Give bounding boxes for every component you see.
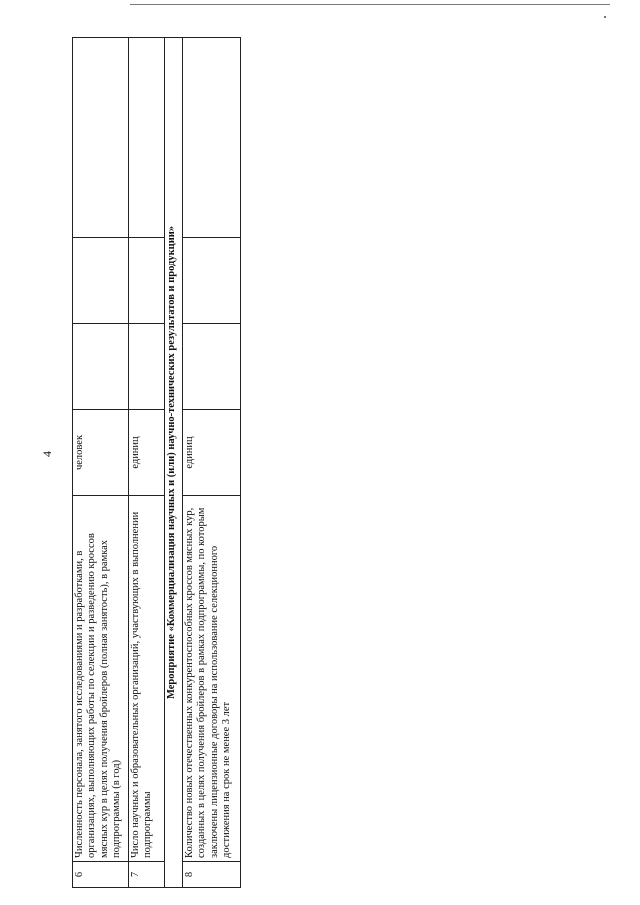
- unit-cell: единиц: [183, 410, 241, 496]
- row-number: 8: [183, 862, 241, 888]
- table-container: [72, 38, 240, 888]
- scan-mark-dot: [604, 16, 606, 18]
- value-cell: [183, 38, 241, 238]
- row-number: 7: [129, 862, 165, 888]
- section-heading: Мероприятие «Коммерциализация научных и (или) научно-технических результатов и продукции»: [165, 38, 183, 888]
- value-cell: [129, 38, 165, 238]
- value-cell: [129, 324, 165, 410]
- value-cell: [183, 238, 241, 324]
- table-row: [183, 38, 241, 888]
- value-cell: [73, 238, 129, 324]
- indicator-table: [72, 37, 241, 888]
- scan-mark-top: [130, 4, 610, 5]
- indicator-text: Число научных и образовательных организаций, участвующих в выполнении подпрограммы: [129, 496, 165, 862]
- value-cell: [129, 238, 165, 324]
- table-row: [129, 38, 165, 888]
- value-cell: [183, 324, 241, 410]
- indicator-text: Количество новых отечественных конкурентоспособных кроссов мясных кур, созданных в целях получения бройлеров в рамках подпрограммы, по которым заключены лицензионные договоры на использование селекционного достижения на срок не менее 3 лет: [183, 496, 241, 862]
- value-cell: [73, 324, 129, 410]
- indicator-text: Численность персонала, занятого исследованиями и разработками, в организациях, выполняющих работы по селекции и разведению кроссов мясных кур в целях получения бройлеров (полная занятость), в рамках подпрограммы (в год): [73, 496, 129, 862]
- value-cell: [73, 38, 129, 238]
- section-heading-row: [165, 38, 183, 888]
- unit-cell: человек: [73, 410, 129, 496]
- row-number: 6: [73, 862, 129, 888]
- page-number: 4: [40, 451, 54, 457]
- table-row: [73, 38, 129, 888]
- unit-cell: единиц: [129, 410, 165, 496]
